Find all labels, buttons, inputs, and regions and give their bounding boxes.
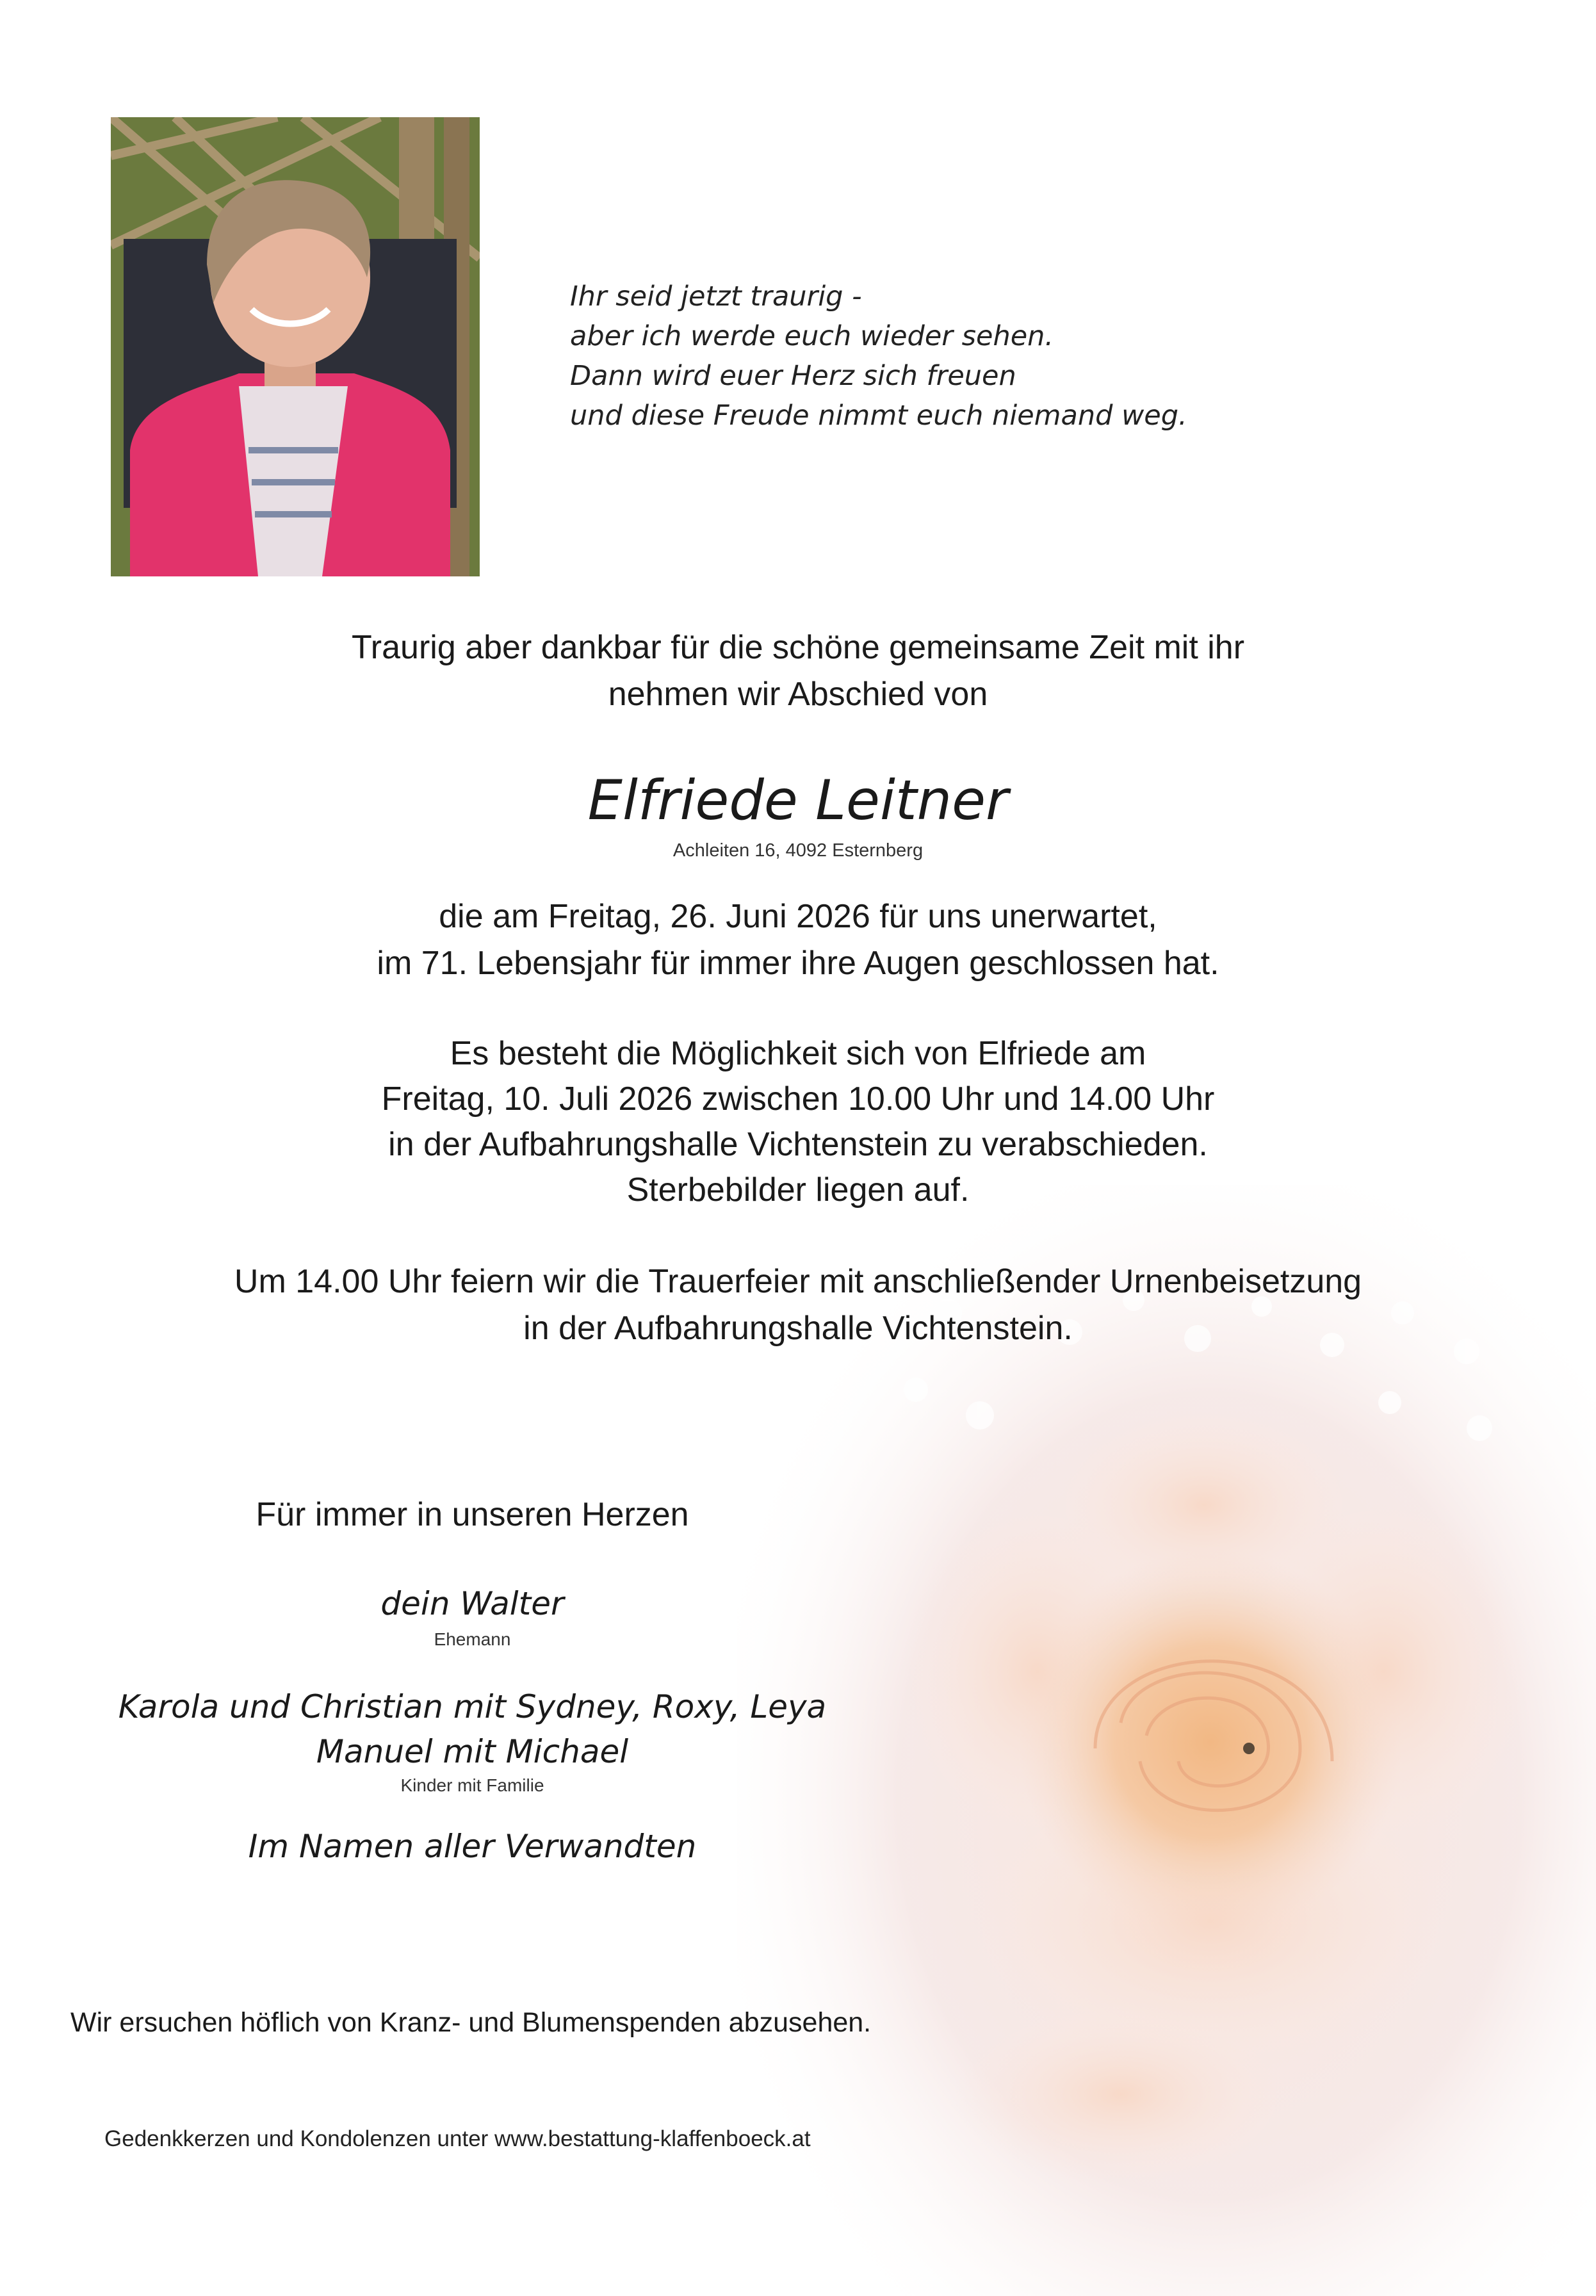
- death-notice-line: die am Freitag, 26. Juni 2026 für uns unerwartet,: [439, 898, 1157, 935]
- flowers-note: Wir ersuchen höflich von Kranz- und Blumenspenden abzusehen.: [70, 2007, 872, 2038]
- spouse-role: Ehemann: [434, 1629, 511, 1649]
- children-line: Manuel mit Michael: [316, 1733, 629, 1770]
- intro-line: nehmen wir Abschied von: [608, 676, 988, 713]
- children-line: Karola und Christian mit Sydney, Roxy, Leya: [118, 1688, 827, 1725]
- viewing-line: in der Aufbahrungshalle Vichtenstein zu verabschieden.: [388, 1126, 1208, 1163]
- relatives-line: Im Namen aller Verwandten: [248, 1828, 697, 1865]
- memorial-poem: [570, 277, 1274, 436]
- poem-line: aber ich werde euch wieder sehen.: [570, 320, 1054, 352]
- death-notice-line: im 71. Lebensjahr für immer ihre Augen geschlossen hat.: [377, 945, 1219, 982]
- poem-line: Ihr seid jetzt traurig -: [570, 281, 862, 313]
- viewing-line: Es besteht die Möglichkeit sich von Elfriede am: [450, 1035, 1146, 1072]
- portrait-photo: [111, 117, 480, 576]
- ceremony-line: in der Aufbahrungshalle Vichtenstein.: [523, 1310, 1073, 1347]
- mourners-heading: Für immer in unseren Herzen: [256, 1496, 689, 1533]
- children-names: [0, 1684, 945, 1774]
- death-notice: [0, 893, 1596, 987]
- children-role: Kinder mit Familie: [400, 1775, 544, 1795]
- viewing-info: [0, 1031, 1596, 1213]
- spouse-name: dein Walter: [380, 1585, 564, 1622]
- poem-line: und diese Freude nimmt euch niemand weg.: [570, 400, 1187, 432]
- poem-line: Dann wird euer Herz sich freuen: [570, 360, 1016, 392]
- deceased-name: Elfriede Leitner: [587, 769, 1009, 833]
- farewell-intro: [0, 624, 1596, 718]
- viewing-line: Freitag, 10. Juli 2026 zwischen 10.00 Uhr und 14.00 Uhr: [381, 1080, 1215, 1118]
- ceremony-line: Um 14.00 Uhr feiern wir die Trauerfeier mit anschließender Urnenbeisetzung: [234, 1263, 1362, 1300]
- ceremony-info: [0, 1258, 1596, 1352]
- intro-line: Traurig aber dankbar für die schöne gemeinsame Zeit mit ihr: [351, 629, 1245, 666]
- deceased-address: Achleiten 16, 4092 Esternberg: [672, 840, 924, 861]
- condolence-note: Gedenkkerzen und Kondolenzen unter www.bestattung-klaffenboeck.at: [104, 2126, 811, 2151]
- viewing-line: Sterbebilder liegen auf.: [626, 1171, 970, 1209]
